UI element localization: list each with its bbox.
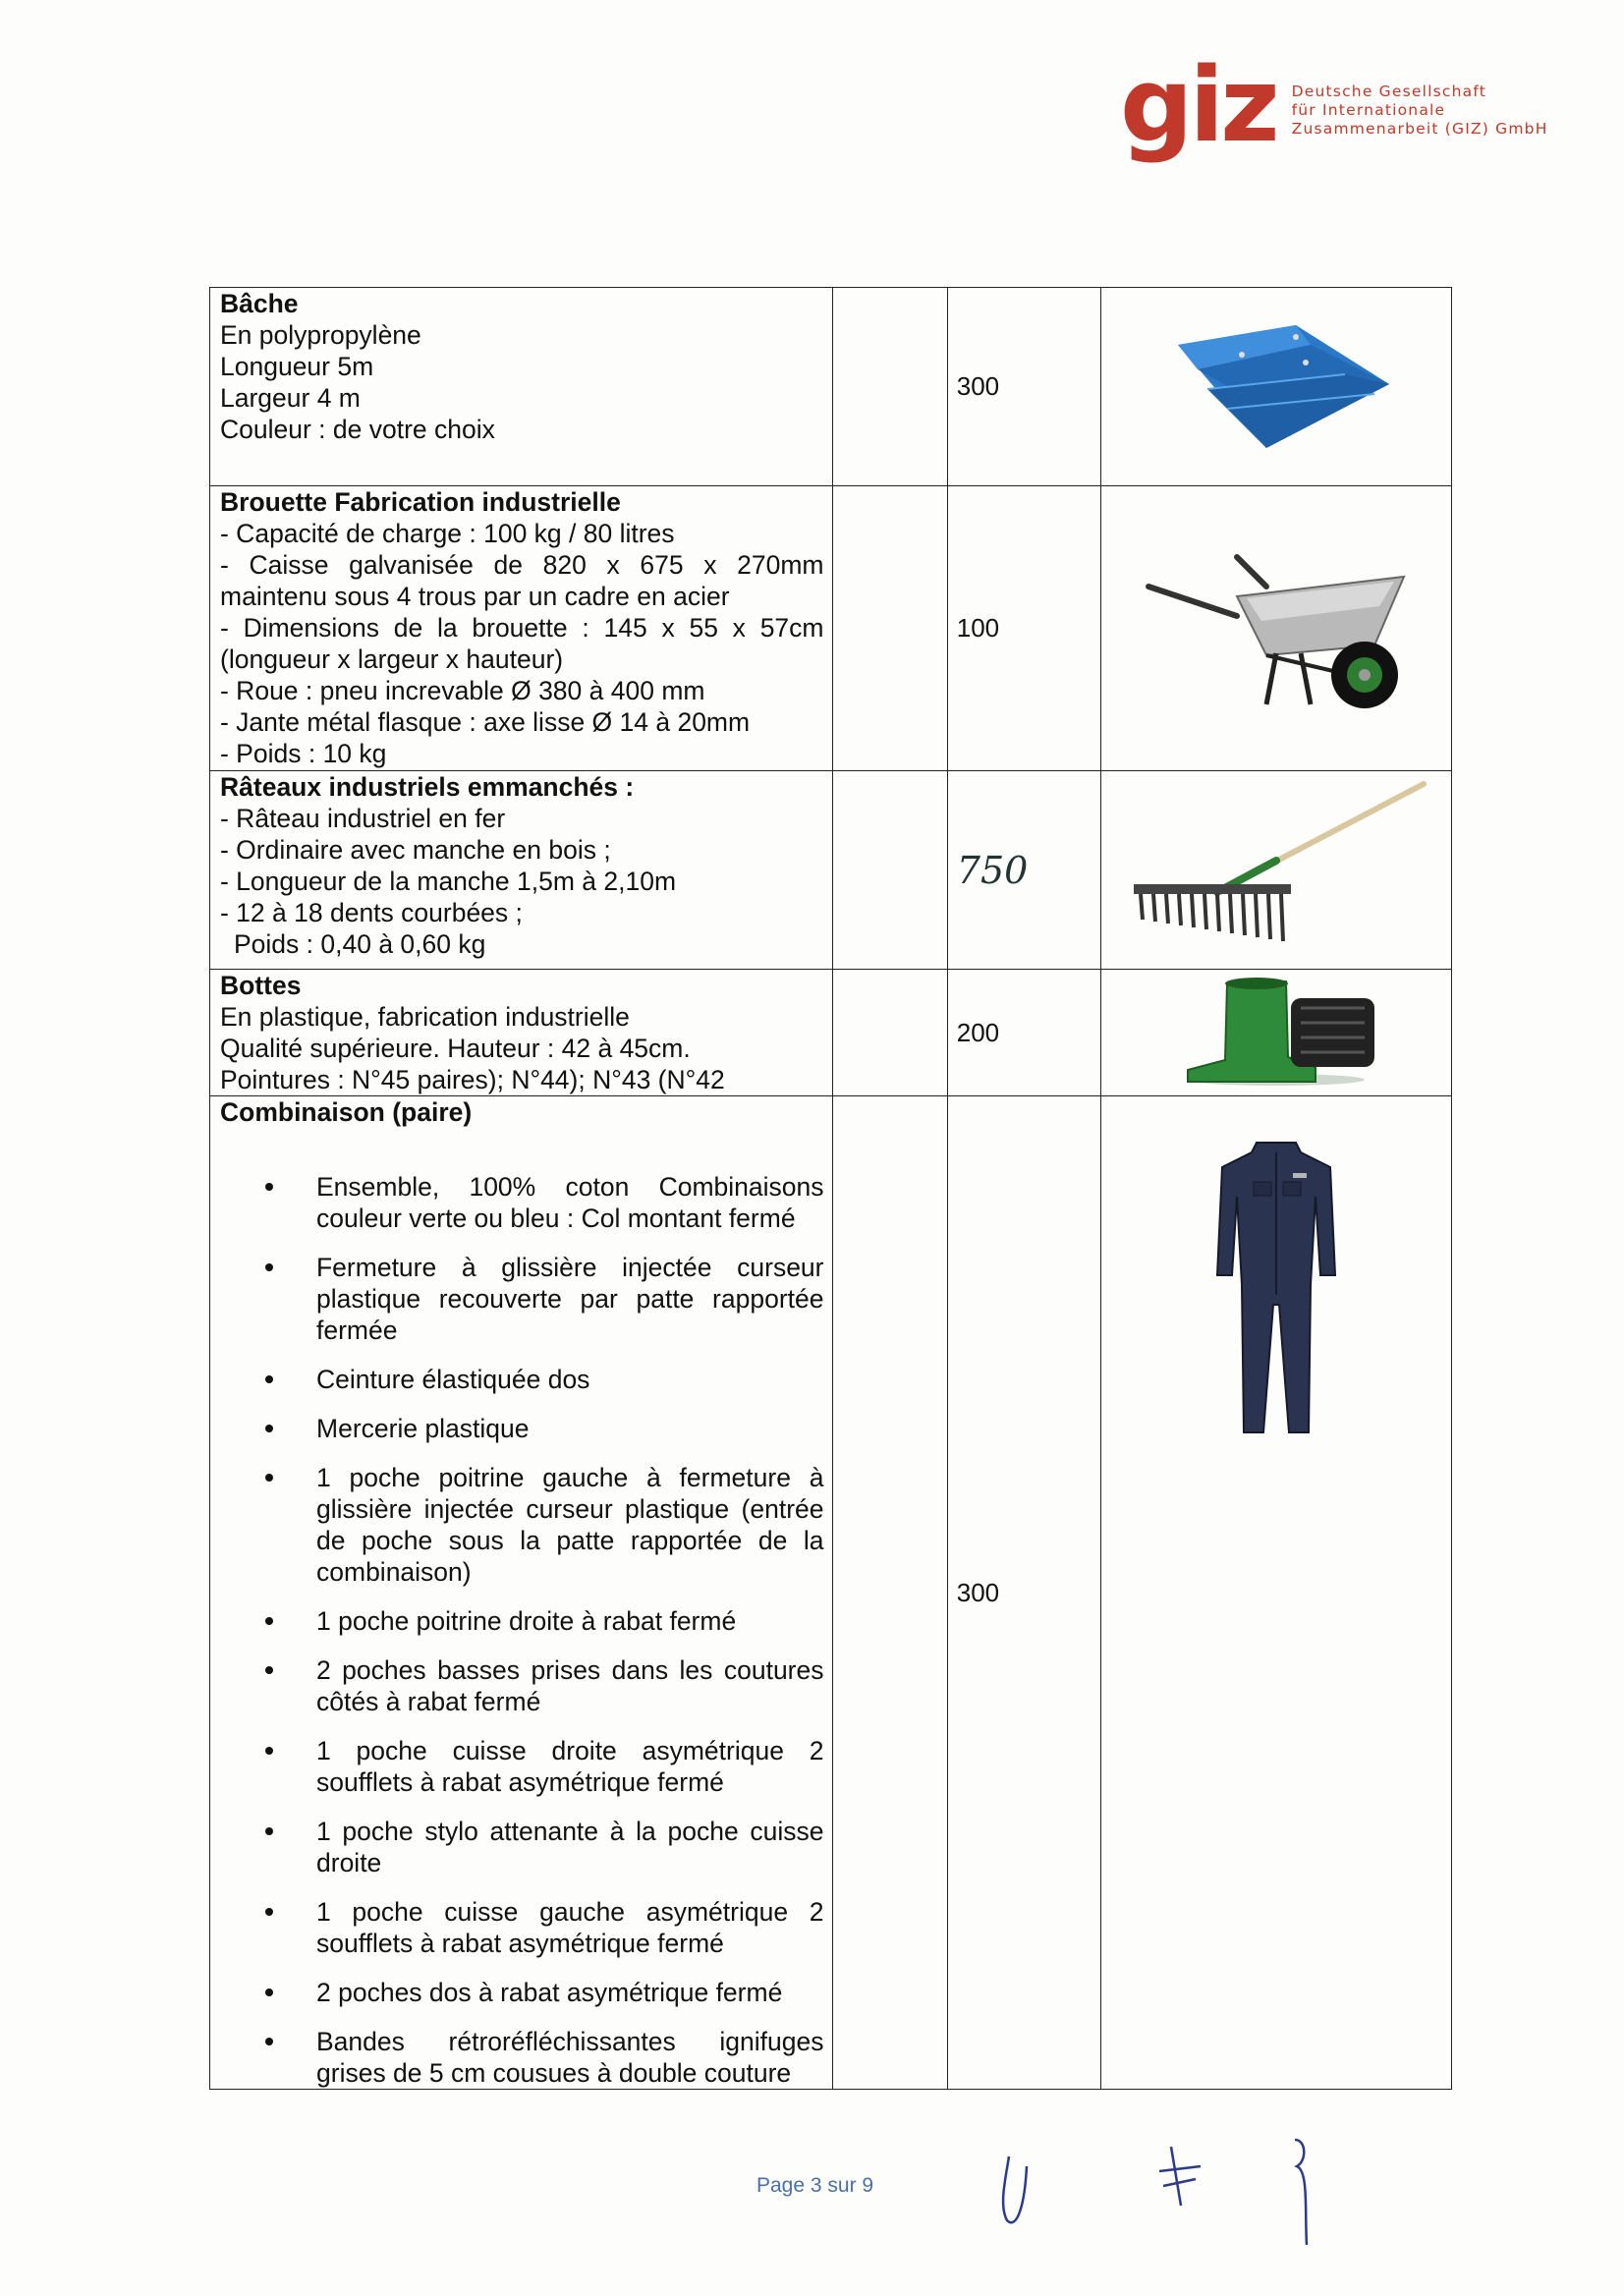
item-line: - Longueur de la manche 1,5m à 2,10m xyxy=(220,867,677,896)
item-line: En polypropylène xyxy=(220,320,421,350)
item-line: Largeur 4 m xyxy=(220,383,361,413)
list-item: 1 poche cuisse gauche asymétrique 2 soufflets à rabat asymétrique fermé xyxy=(316,1897,824,1958)
list-item: Ceinture élastiquée dos xyxy=(316,1364,824,1395)
empty-cell xyxy=(832,1096,947,2090)
spec-list xyxy=(220,1171,824,2089)
item-line: - Jante métal flasque : axe lisse Ø 14 à 20mm xyxy=(220,707,751,737)
rake-icon xyxy=(1119,774,1433,961)
item-quantity: 100 xyxy=(947,486,1100,771)
item-description xyxy=(210,771,833,970)
item-line: Pointures : N°45 paires); N°44); N°43 (N°42 xyxy=(220,1065,725,1094)
initials-signature-2 xyxy=(1151,2142,1210,2211)
logo-mark: giz xyxy=(1120,45,1276,165)
list-item: 2 poches basses prises dans les coutures côtés à rabat fermé xyxy=(316,1655,824,1716)
list-item: Mercerie plastique xyxy=(316,1413,824,1444)
item-line: En plastique, fabrication industrielle xyxy=(220,1002,630,1032)
boots-image xyxy=(1101,970,1452,1096)
item-quantity-handwritten: 750 xyxy=(947,771,1100,970)
coverall-image xyxy=(1101,1096,1452,2090)
item-quantity: 300 xyxy=(947,288,1100,486)
logo-line-3: Zusammenarbeit (GIZ) GmbH xyxy=(1291,120,1548,138)
item-line: - Roue : pneu increvable Ø 380 à 400 mm xyxy=(220,676,705,705)
item-line: - Râteau industriel en fer xyxy=(220,804,506,833)
item-line: - Poids : 10 kg xyxy=(220,739,387,768)
items-table xyxy=(209,287,1452,2090)
initials-signature-1 xyxy=(987,2147,1046,2235)
list-item: 1 poche poitrine droite à rabat fermé xyxy=(316,1605,824,1637)
item-quantity: 200 xyxy=(947,970,1100,1096)
list-item: Ensemble, 100% coton Combinaisons couleur verte ou bleu : Col montant fermé xyxy=(316,1172,824,1233)
table-row xyxy=(210,486,1452,771)
item-title: Bottes xyxy=(220,971,302,1000)
list-item: Bandes rétroréfléchissantes ignifuges grises de 5 cm cousues à double couture xyxy=(316,2027,824,2088)
empty-cell xyxy=(832,970,947,1096)
logo-line-1: Deutsche Gesellschaft xyxy=(1291,83,1487,100)
empty-cell xyxy=(832,486,947,771)
list-item: 2 poches dos à rabat asymétrique fermé xyxy=(316,1977,824,2008)
item-description xyxy=(210,1096,833,2090)
item-title: Combinaison (paire) xyxy=(220,1097,473,1127)
item-title: Brouette Fabrication industrielle xyxy=(220,487,621,517)
item-line: Poids : 0,40 à 0,60 kg xyxy=(234,929,486,959)
table-row xyxy=(210,970,1452,1096)
item-description xyxy=(210,970,833,1096)
logo-line-2: für Internationale xyxy=(1291,101,1446,119)
item-line: - Caisse galvanisée de 820 x 675 x 270mm maintenu sous 4 trous par un cadre en acier xyxy=(220,550,824,611)
item-line: Longueur 5m xyxy=(220,352,374,381)
boots-icon xyxy=(1168,974,1384,1087)
item-description xyxy=(210,486,833,771)
item-title: Bâche xyxy=(220,289,299,318)
table-row xyxy=(210,771,1452,970)
giz-logo xyxy=(1120,45,1548,165)
item-line: - Dimensions de la brouette : 145 x 55 x 57cm (longueur x largeur x hauteur) xyxy=(220,613,824,674)
list-item: 1 poche poitrine gauche à fermeture à glissière injectée curseur plastique (entrée de poche sous la patte rapportée de la combinaison) xyxy=(316,1463,824,1587)
coverall-icon xyxy=(1203,1138,1350,1442)
initials-signature-3 xyxy=(1277,2132,1326,2250)
rake-image xyxy=(1101,771,1452,970)
item-description xyxy=(210,288,833,486)
item-line: Couleur : de votre choix xyxy=(220,415,495,444)
table-row xyxy=(210,1096,1452,2090)
item-line: - Capacité de charge : 100 kg / 80 litres xyxy=(220,519,675,548)
page-number: Page 3 sur 9 xyxy=(756,2174,874,2197)
empty-cell xyxy=(832,771,947,970)
list-item: 1 poche cuisse droite asymétrique 2 soufflets à rabat asymétrique fermé xyxy=(316,1736,824,1797)
item-line: Qualité supérieure. Hauteur : 42 à 45cm. xyxy=(220,1034,691,1063)
item-line: - Ordinaire avec manche en bois ; xyxy=(220,835,611,865)
list-item: Fermeture à glissière injectée curseur plastique recouverte par patte rapportée fermée xyxy=(316,1253,824,1345)
tarp-icon xyxy=(1148,315,1404,453)
wheelbarrow-image xyxy=(1101,486,1452,771)
table-row xyxy=(210,288,1452,486)
empty-cell xyxy=(832,288,947,486)
logo-org-name xyxy=(1292,83,1548,139)
tarp-image xyxy=(1101,288,1452,486)
list-item: 1 poche stylo attenante à la poche cuisse droite xyxy=(316,1817,824,1877)
item-title: Râteaux industriels emmanchés : xyxy=(220,772,635,802)
wheelbarrow-icon xyxy=(1129,537,1424,714)
item-quantity: 300 xyxy=(947,1096,1100,2090)
item-line: - 12 à 18 dents courbées ; xyxy=(220,898,523,927)
